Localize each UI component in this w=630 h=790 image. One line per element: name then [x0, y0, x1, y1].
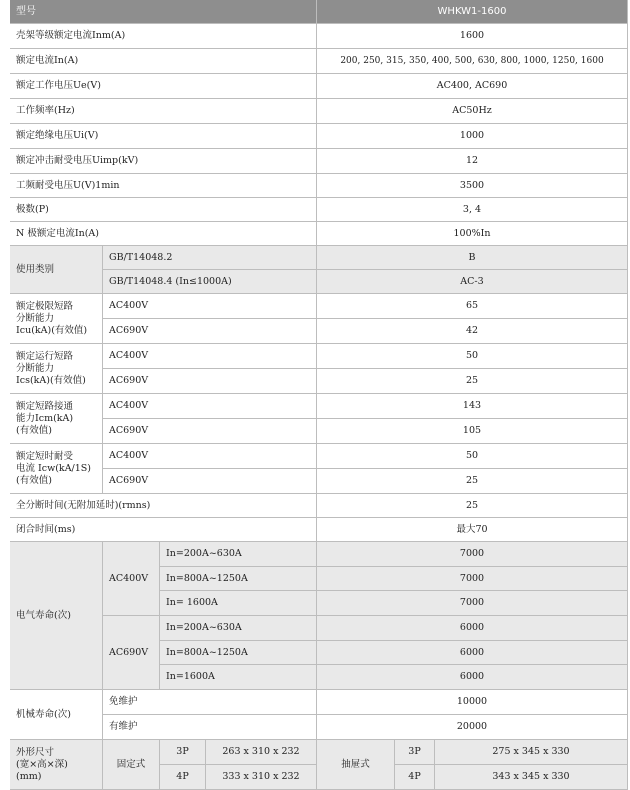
row-label: 工频耐受电压U(V)1min	[10, 174, 317, 198]
dimensions-poles: 3P	[395, 740, 435, 765]
row-label: 额定电流In(A)	[10, 49, 317, 74]
capacity-label: 额定短路接通 能力Icm(kA) (有效值)	[10, 394, 103, 444]
dimensions-poles: 4P	[160, 765, 206, 790]
dimensions-fixed-label: 固定式	[103, 740, 160, 790]
electrical-life-range: In=200A~630A	[160, 542, 317, 567]
electrical-life-value: 6000	[317, 641, 628, 665]
capacity-voltage: AC400V	[103, 344, 317, 369]
capacity-voltage: AC690V	[103, 369, 317, 394]
close-time-value: 最大70	[317, 518, 628, 542]
dimensions-size: 343 x 345 x 330	[435, 765, 628, 790]
capacity-value: 42	[317, 319, 628, 344]
capacity-label: 额定运行短路 分断能力 Ics(kA)(有效值)	[10, 344, 103, 394]
row-value: AC50Hz	[317, 99, 628, 124]
electrical-life-range: In=200A~630A	[160, 616, 317, 641]
electrical-life-label: 电气寿命(次)	[10, 542, 103, 690]
row-label: 额定工作电压Ue(V)	[10, 74, 317, 99]
electrical-life-range: In= 1600A	[160, 591, 317, 616]
break-time-value: 25	[317, 494, 628, 518]
electrical-life-range: In=800A~1250A	[160, 641, 317, 665]
category-value: AC-3	[317, 270, 628, 294]
header-model: WHKW1-1600	[317, 0, 628, 24]
capacity-label: 额定短时耐受 电流 Icw(kA/1S) (有效值)	[10, 444, 103, 494]
electrical-life-value: 6000	[317, 665, 628, 690]
row-label: 工作频率(Hz)	[10, 99, 317, 124]
mechanical-life-label: 机械寿命(次)	[10, 690, 103, 740]
dimensions-label: 外形尺寸 (宽×高×深) (mm)	[10, 740, 103, 790]
row-label: 额定绝缘电压Ui(V)	[10, 124, 317, 149]
dimensions-size: 263 x 310 x 232	[206, 740, 317, 765]
electrical-life-value: 7000	[317, 567, 628, 591]
header-label: 型号	[10, 0, 317, 24]
dimensions-poles: 4P	[395, 765, 435, 790]
row-value: AC400, AC690	[317, 74, 628, 99]
capacity-voltage: AC400V	[103, 444, 317, 469]
category-standard: GB/T14048.2	[103, 246, 317, 270]
electrical-life-value: 7000	[317, 542, 628, 567]
row-label: 额定冲击耐受电压Uimp(kV)	[10, 149, 317, 174]
row-value: 1000	[317, 124, 628, 149]
mechanical-life-type: 有维护	[103, 715, 317, 740]
electrical-life-range: In=1600A	[160, 665, 317, 690]
break-time-label: 全分断时间(无附加延时)(rmns)	[10, 494, 317, 518]
mechanical-life-value: 20000	[317, 715, 628, 740]
row-value: 3, 4	[317, 198, 628, 222]
capacity-value: 105	[317, 419, 628, 444]
row-value: 100%In	[317, 222, 628, 246]
category-standard: GB/T14048.4 (In≤1000A)	[103, 270, 317, 294]
row-value: 3500	[317, 174, 628, 198]
capacity-label: 额定极限短路 分断能力 Icu(kA)(有效值)	[10, 294, 103, 344]
mechanical-life-type: 免维护	[103, 690, 317, 715]
capacity-voltage: AC400V	[103, 294, 317, 319]
dimensions-size: 275 x 345 x 330	[435, 740, 628, 765]
capacity-value: 25	[317, 469, 628, 494]
capacity-voltage: AC690V	[103, 419, 317, 444]
row-value: 12	[317, 149, 628, 174]
category-label: 使用类别	[10, 246, 103, 294]
row-label: N 极额定电流In(A)	[10, 222, 317, 246]
dimensions-poles: 3P	[160, 740, 206, 765]
capacity-value: 65	[317, 294, 628, 319]
electrical-life-range: In=800A~1250A	[160, 567, 317, 591]
dimensions-size: 333 x 310 x 232	[206, 765, 317, 790]
electrical-life-voltage: AC690V	[103, 616, 160, 690]
dimensions-drawout-label: 抽屉式	[317, 740, 395, 790]
row-label: 壳架等级额定电流Inm(A)	[10, 24, 317, 49]
capacity-value: 50	[317, 444, 628, 469]
electrical-life-value: 6000	[317, 616, 628, 641]
mechanical-life-value: 10000	[317, 690, 628, 715]
capacity-voltage: AC690V	[103, 319, 317, 344]
row-value: 1600	[317, 24, 628, 49]
electrical-life-voltage: AC400V	[103, 542, 160, 616]
capacity-voltage: AC690V	[103, 469, 317, 494]
close-time-label: 闭合时间(ms)	[10, 518, 317, 542]
capacity-value: 143	[317, 394, 628, 419]
electrical-life-value: 7000	[317, 591, 628, 616]
row-label: 极数(P)	[10, 198, 317, 222]
capacity-value: 25	[317, 369, 628, 394]
row-value: 200, 250, 315, 350, 400, 500, 630, 800, 1000, 1250, 1600	[317, 49, 628, 74]
capacity-voltage: AC400V	[103, 394, 317, 419]
capacity-value: 50	[317, 344, 628, 369]
category-value: B	[317, 246, 628, 270]
